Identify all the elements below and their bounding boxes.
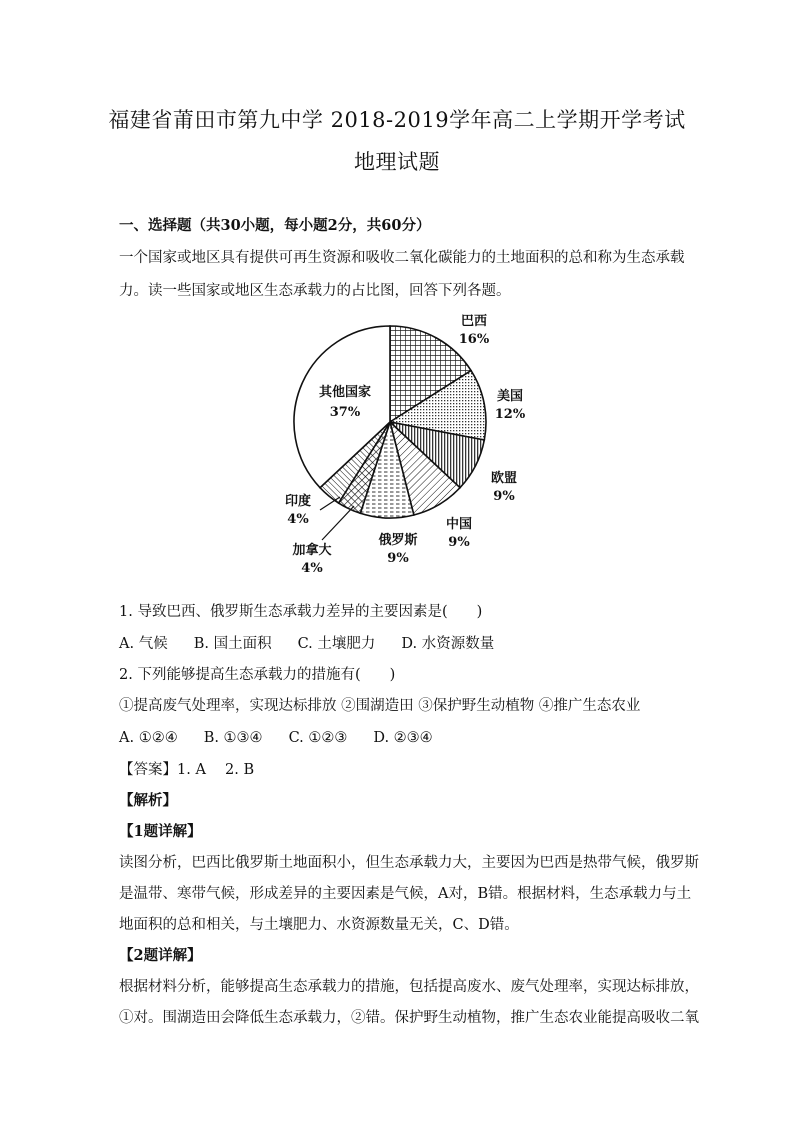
intro-line-2: 力。读一些国家或地区生态承载力的占比图，回答下列各题。 (119, 283, 511, 299)
q2-option-c: C. ①②③ (288, 730, 348, 746)
slice-name-label: 加拿大 (292, 543, 332, 558)
q1-option-a: A. 气候 (119, 636, 168, 652)
question-1-options (119, 634, 679, 654)
q2-option-b: B. ①③④ (203, 730, 263, 746)
q1-option-b: B. 国土面积 (193, 636, 272, 652)
detail-2-line-2: ①对。围湖造田会降低生态承载力，②错。保护野生动植物，推广生态农业能提高吸收二氧 (119, 1010, 699, 1026)
analysis-heading: 【解析】 (119, 792, 177, 809)
pie-chart (270, 310, 530, 582)
doc-title-line1: 福建省莆田市第九中学 2018-2019学年高二上学期开学考试 (108, 108, 686, 132)
slice-name-label: 印度 (284, 494, 312, 509)
detail-1-heading: 【1题详解】 (119, 823, 202, 840)
intro-line-1: 一个国家或地区具有提供可再生资源和吸收二氧化碳能力的土地面积的总和称为生态承载 (119, 250, 685, 266)
slice-name-label: 其他国家 (318, 385, 372, 400)
q2-option-a: A. ①②④ (119, 730, 178, 746)
slice-name-label: 欧盟 (490, 471, 518, 486)
leader-line-1 (322, 506, 354, 540)
slice-value-label: 4% (287, 512, 309, 527)
detail-2-heading: 【2题详解】 (119, 947, 202, 964)
question-1: 1. 导致巴西、俄罗斯生态承载力差异的主要因素是( ) (119, 604, 483, 620)
slice-name-label: 美国 (496, 389, 524, 404)
doc-title-line2: 地理试题 (354, 150, 440, 174)
q1-option-c: C. 土壤肥力 (297, 636, 376, 652)
slice-value-label: 9% (493, 489, 515, 504)
slice-value-label: 9% (387, 551, 409, 566)
answer-line: 【答案】1. A 2. B (119, 762, 255, 778)
detail-1-line-2: 是温带、寒带气候，形成差异的主要因素是气候，A对，B错。根据材料，生态承载力与土 (119, 886, 692, 902)
q1-option-d: D. 水资源数量 (401, 636, 495, 652)
slice-value-label: 37% (329, 405, 361, 420)
slice-value-label: 12% (494, 407, 526, 422)
slice-name-label: 巴西 (460, 314, 488, 329)
slice-name-label: 俄罗斯 (378, 533, 418, 548)
question-2: 2. 下列能够提高生态承载力的措施有( ) (119, 667, 396, 683)
q2-option-d: D. ②③④ (373, 730, 433, 746)
slice-value-label: 4% (301, 561, 323, 576)
slice-value-label: 9% (448, 535, 470, 550)
slice-name-label: 中国 (445, 517, 473, 532)
section-heading: 一、选择题（共30小题，每小题2分，共60分） (119, 217, 431, 234)
slice-value-label: 16% (458, 332, 490, 347)
detail-1-line-1: 读图分析，巴西比俄罗斯土地面积小，但生态承载力大，主要因为巴西是热带气候，俄罗斯 (119, 855, 699, 871)
question-2-items: ①提高废气处理率，实现达标排放 ②围湖造田 ③保护野生动植物 ④推广生态农业 (119, 698, 641, 714)
question-2-options (119, 728, 679, 748)
detail-1-line-3: 地面积的总和相关，与土壤肥力、水资源数量无关，C、D错。 (119, 917, 519, 933)
leader-line-2 (320, 497, 340, 510)
detail-2-line-1: 根据材料分析，能够提高生态承载力的措施，包括提高废水、废气处理率，实现达标排放， (119, 979, 699, 995)
